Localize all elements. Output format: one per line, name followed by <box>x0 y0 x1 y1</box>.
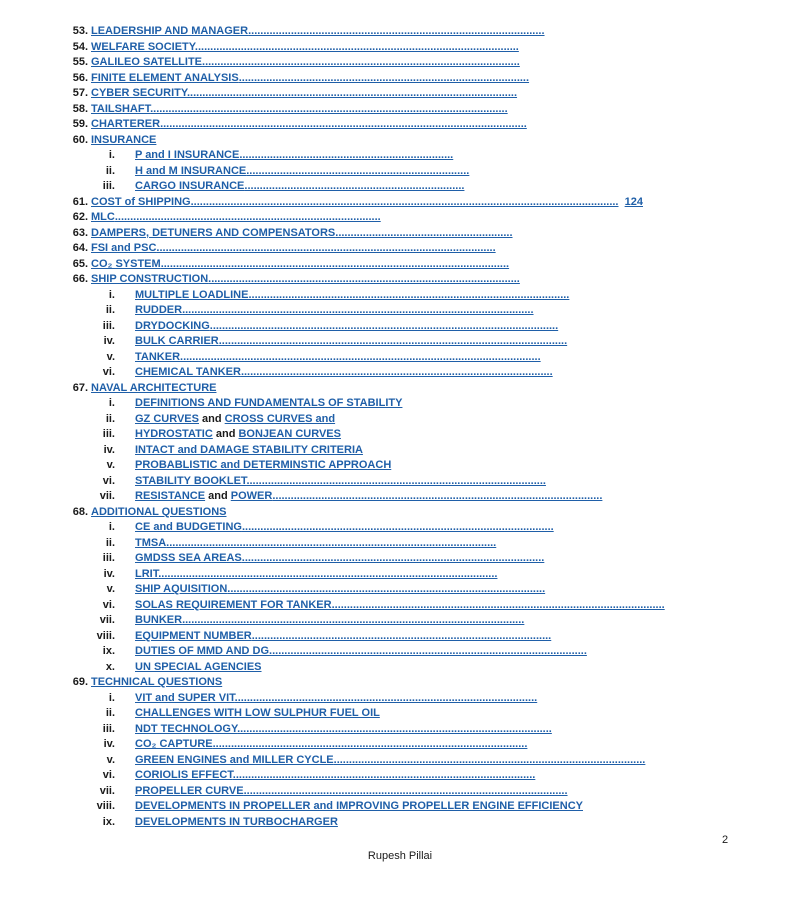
toc-entry <box>0 505 800 521</box>
subentry-title-link[interactable]: CHEMICAL TANKER <box>135 366 241 378</box>
toc-subentry <box>0 660 800 676</box>
subentry-title-group <box>135 458 391 474</box>
subentry-title-group <box>135 536 496 552</box>
footer-author: Rupesh Pillai <box>367 850 433 862</box>
subentry-title-group <box>135 784 568 800</box>
subentry-title-group <box>135 737 527 753</box>
subentry-number: i. <box>108 521 115 533</box>
subentry-title-group <box>135 722 552 738</box>
toc-entry <box>0 133 800 149</box>
toc-entry <box>0 257 800 273</box>
entry-title-link[interactable]: GALILEO SATELLITE <box>91 56 203 68</box>
subentry-number: iv. <box>103 443 115 456</box>
subentry-leader-dots: ......................................................................................................... <box>248 288 570 301</box>
toc-subentry <box>0 598 800 614</box>
entry-title-group <box>91 71 529 87</box>
entry-title-group <box>91 195 643 211</box>
toc-subentry <box>0 582 800 598</box>
table-of-contents <box>0 24 800 830</box>
subentry-title-link[interactable]: CE and BUDGETING <box>135 521 242 533</box>
toc-subentry <box>0 536 800 552</box>
subentry-title-group <box>135 427 341 443</box>
subentry-number: vii. <box>99 490 115 502</box>
subentry-leader-dots: .................................................................................................. <box>251 629 552 642</box>
toc-subentry <box>0 520 800 536</box>
entry-leader-dots: .......................................................... <box>335 226 513 239</box>
subentry-title-group <box>135 551 544 567</box>
toc-subentry <box>0 443 800 459</box>
subentry-title-group <box>135 148 453 164</box>
subentry-title-group <box>135 443 363 459</box>
toc-subentry <box>0 551 800 567</box>
subentry-number: vi. <box>102 474 115 487</box>
toc-entry <box>0 272 800 288</box>
entry-title-group <box>91 226 513 242</box>
subentry-title-link[interactable]: SHIP AQUISITION <box>135 583 228 595</box>
entry-title-group <box>91 102 508 118</box>
subentry-title-link[interactable]: RESISTANCE <box>135 490 206 502</box>
toc-subentry <box>0 427 800 443</box>
subentry-number: ii. <box>105 164 115 177</box>
subentry-number: iv. <box>103 335 115 347</box>
subentry-number: ii. <box>105 707 115 719</box>
subentry-title-link[interactable]: INTACT and DAMAGE STABILITY CRITERIA <box>135 443 363 456</box>
page-number: 2 <box>722 834 729 846</box>
toc-subentry <box>0 319 800 335</box>
entry-leader-dots: ...................................................................................................... <box>208 273 520 285</box>
subentry-title-group <box>135 660 262 676</box>
toc-entry <box>0 226 800 242</box>
subentry-title-group <box>135 644 587 660</box>
toc-subentry <box>0 179 800 195</box>
subentry-title-group <box>135 567 497 583</box>
subentry-number: ix. <box>102 815 115 828</box>
toc-subentry <box>0 303 800 319</box>
subentry-title-link[interactable]: PROBABLISTIC and DETERMINSTIC APPROACH <box>135 459 392 471</box>
subentry-title-link[interactable]: VIT and SUPER VIT <box>135 691 235 704</box>
subentry-title-link[interactable]: TMSA <box>135 536 167 549</box>
subentry-number: i. <box>108 288 115 301</box>
subentry-leader-dots: .......................................................................................................... <box>243 784 568 797</box>
entry-number: 62. <box>72 211 88 223</box>
entry-leader-dots: ............................................................................................... <box>238 71 530 84</box>
subentry-leader-dots: ................................................................................................................... <box>182 304 534 316</box>
entry-number: 59. <box>72 118 88 130</box>
subentry-title-link[interactable]: BONJEAN CURVES <box>238 428 341 440</box>
entry-title-group <box>91 117 527 133</box>
subentry-title-group <box>135 598 665 614</box>
subentry-title-link[interactable]: DEFINITIONS AND FUNDAMENTALS OF STABILITY <box>135 397 403 409</box>
subentry-leader-dots: ...................................................................................................... <box>333 753 646 766</box>
entry-number: 53. <box>72 25 88 37</box>
subentry-number: ix. <box>102 645 115 657</box>
toc-subentry <box>0 799 800 815</box>
entry-number: 68. <box>72 505 88 518</box>
entry-title-link[interactable]: SHIP CONSTRUCTION <box>91 273 209 285</box>
entry-number: 65. <box>72 257 88 270</box>
subentry-title-group <box>135 520 554 536</box>
subentry-title-link[interactable]: DEVELOPMENTS IN TURBOCHARGER <box>135 815 338 828</box>
entry-title-link[interactable]: FSI and PSC <box>91 242 157 254</box>
subentry-number: viii. <box>96 800 115 812</box>
entry-leader-dots: ............................................................................................................... <box>156 242 496 254</box>
toc-subentry <box>0 613 800 629</box>
subentry-title-link[interactable]: TANKER <box>135 350 181 363</box>
subentry-leader-dots: ............................................................................................................ <box>272 490 603 502</box>
subentry-leader-dots: ................................................................................................... <box>241 552 545 564</box>
subentry-title-group <box>135 319 558 335</box>
entry-title-link[interactable]: DAMPERS, DETUNERS AND COMPENSATORS <box>91 226 336 239</box>
entry-title-link[interactable]: COST of SHIPPING <box>91 195 191 208</box>
toc-subentry <box>0 567 800 583</box>
entry-number: 54. <box>72 40 88 53</box>
toc-subentry <box>0 768 800 784</box>
entry-leader-dots: .......................................................................................................... <box>194 40 519 53</box>
entry-leader-dots: ..................................................................................................................... <box>150 102 508 115</box>
toc-entry <box>0 117 800 133</box>
subentry-title-link[interactable]: CORIOLIS EFFECT <box>135 769 233 781</box>
subentry-number: i. <box>108 397 115 409</box>
toc-subentry <box>0 474 800 490</box>
toc-entry <box>0 40 800 56</box>
entry-title-group <box>91 55 520 71</box>
subentry-leader-dots: ...................................................................................................................... <box>180 350 541 363</box>
toc-subentry <box>0 365 800 381</box>
subentry-number: vii. <box>99 784 115 797</box>
entry-title-group <box>91 381 216 397</box>
subentry-leader-dots: ......................................................................... <box>246 164 470 177</box>
entry-title-group <box>91 40 519 56</box>
subentry-title-link[interactable]: DRYDOCKING <box>135 319 210 332</box>
entry-title-link[interactable]: LEADERSHIP AND MANAGER <box>91 25 249 37</box>
entry-title-link[interactable]: TECHNICAL QUESTIONS <box>91 676 223 688</box>
entry-title-link[interactable]: FINITE ELEMENT ANALYSIS <box>91 71 239 84</box>
toc-subentry <box>0 722 800 738</box>
entry-number: 66. <box>72 273 88 285</box>
subentry-number: i. <box>108 149 115 161</box>
subentry-title-link[interactable]: MULTIPLE LOADLINE <box>135 288 249 301</box>
entry-number: 55. <box>72 56 88 68</box>
subentry-leader-dots: ........................................................................................................ <box>227 583 546 595</box>
entry-number: 61. <box>72 195 88 208</box>
toc-subentry <box>0 706 800 722</box>
subentry-title-link[interactable]: SOLAS REQUIREMENT FOR TANKER <box>135 598 332 611</box>
subentry-number: v. <box>106 583 115 595</box>
subentry-title-link[interactable]: GREEN ENGINES and MILLER CYCLE <box>135 753 334 766</box>
subentry-number: ii. <box>105 536 115 549</box>
toc-entry <box>0 381 800 397</box>
toc-subentry <box>0 737 800 753</box>
subentry-number: x. <box>105 660 115 673</box>
subentry-connector: and <box>198 412 225 425</box>
entry-leader-dots: ............................................................................................................ <box>186 87 518 99</box>
entry-number: 63. <box>72 226 88 239</box>
subentry-title-link[interactable]: POWER <box>230 490 273 502</box>
entry-title-group <box>91 241 496 257</box>
subentry-title-group <box>135 164 469 180</box>
subentry-title-group <box>135 691 537 707</box>
subentry-title-link[interactable]: PROPELLER CURVE <box>135 784 244 797</box>
entry-leader-dots: ....................................................................................... <box>114 211 381 223</box>
subentry-title-group <box>135 179 464 195</box>
subentry-title-group <box>135 489 602 505</box>
entry-number: 56. <box>72 71 88 84</box>
subentry-leader-dots: ....................................................................................................... <box>237 722 552 735</box>
subentry-number: iv. <box>103 738 115 750</box>
subentry-number: vii. <box>99 614 115 626</box>
toc-subentry <box>0 458 800 474</box>
subentry-title-group <box>135 412 335 428</box>
entry-leader-dots: ................................................................................................. <box>248 25 545 37</box>
toc-entry <box>0 24 800 40</box>
entry-leader-dots: .................................................................................................................. <box>160 257 510 270</box>
subentry-title-link[interactable]: P and I INSURANCE <box>135 149 240 161</box>
subentry-number: ii. <box>105 304 115 316</box>
subentry-number: ii. <box>105 412 115 425</box>
entry-title-group <box>91 505 226 521</box>
toc-subentry <box>0 412 800 428</box>
subentry-leader-dots: ................................................................................................... <box>232 769 536 781</box>
entry-page-number[interactable]: 124 <box>624 195 643 208</box>
entry-title-link[interactable]: INSURANCE <box>91 133 157 146</box>
subentry-number: iii. <box>102 428 115 440</box>
subentry-title-group <box>135 365 553 381</box>
entry-title-group <box>91 133 156 149</box>
subentry-leader-dots: ................................................................................................... <box>234 691 538 704</box>
entry-number: 58. <box>72 102 88 115</box>
entry-number: 57. <box>72 87 88 99</box>
subentry-leader-dots: ................................................................................................................ <box>182 614 525 626</box>
toc-subentry <box>0 148 800 164</box>
subentry-number: i. <box>108 691 115 704</box>
subentry-leader-dots: ...................................................................... <box>239 149 454 161</box>
subentry-title-link[interactable]: STABILITY BOOKLET <box>135 474 247 487</box>
toc-subentry <box>0 629 800 645</box>
entry-title-link[interactable]: WELFARE SOCIETY <box>91 40 195 53</box>
subentry-title-group <box>135 815 338 831</box>
subentry-title-link[interactable]: DUTIES OF MMD AND DG <box>135 645 270 657</box>
toc-entry <box>0 675 800 691</box>
subentry-title-link[interactable]: UN SPECIAL AGENCIES <box>135 660 262 673</box>
toc-entry <box>0 241 800 257</box>
subentry-title-link[interactable]: BUNKER <box>135 614 183 626</box>
toc-subentry <box>0 691 800 707</box>
entry-title-link[interactable]: TAILSHAFT <box>91 102 151 115</box>
subentry-leader-dots: ...................................................................................................... <box>241 521 554 533</box>
subentry-title-group <box>135 629 551 645</box>
subentry-title-group <box>135 706 380 722</box>
subentry-number: iii. <box>102 722 115 735</box>
toc-subentry <box>0 644 800 660</box>
entry-number: 67. <box>72 381 88 394</box>
subentry-title-link[interactable]: GMDSS SEA AREAS <box>135 552 242 564</box>
subentry-leader-dots: ............................................................................................................... <box>158 567 498 580</box>
toc-entry <box>0 55 800 71</box>
toc-subentry <box>0 334 800 350</box>
toc-subentry <box>0 489 800 505</box>
subentry-number: vi. <box>102 769 115 781</box>
entry-leader-dots: ........................................................................................................ <box>202 56 520 68</box>
entry-number: 60. <box>72 133 88 146</box>
subentry-title-group <box>135 334 567 350</box>
entry-title-link[interactable]: MLC <box>91 211 115 223</box>
subentry-number: v. <box>106 753 115 766</box>
entry-title-link[interactable]: ADDITIONAL QUESTIONS <box>91 505 227 518</box>
subentry-title-group <box>135 582 545 598</box>
subentry-title-group <box>135 768 535 784</box>
entry-title-group <box>91 675 222 691</box>
toc-entry <box>0 102 800 118</box>
subentry-number: viii. <box>96 629 115 642</box>
subentry-title-group <box>135 799 583 815</box>
subentry-leader-dots: ............................................................................................................. <box>331 598 665 611</box>
subentry-title-link[interactable]: CROSS CURVES and <box>224 412 336 425</box>
subentry-title-link[interactable]: DEVELOPMENTS IN PROPELLER and IMPROVING PROPELLER ENGINE EFFICIENCY <box>135 800 583 812</box>
entry-title-link[interactable]: CHARTERER <box>91 118 161 130</box>
subentry-title-link[interactable]: HYDROSTATIC <box>135 428 213 440</box>
subentry-title-link[interactable]: CARGO INSURANCE <box>135 180 245 192</box>
entry-title-link[interactable]: CO₂ SYSTEM <box>91 257 161 270</box>
subentry-leader-dots: ........................................................................ <box>244 180 465 192</box>
subentry-leader-dots: ....................................................................................................... <box>212 738 528 750</box>
toc-subentry <box>0 784 800 800</box>
subentry-title-link[interactable]: BULK CARRIER <box>135 335 219 347</box>
subentry-leader-dots: .................................................................................................................. <box>209 319 559 332</box>
toc-subentry <box>0 350 800 366</box>
entry-title-group <box>91 272 520 288</box>
subentry-title-link[interactable]: H and M INSURANCE <box>135 164 247 177</box>
subentry-title-link[interactable]: LRIT <box>135 567 159 580</box>
entry-title-group <box>91 257 509 273</box>
subentry-leader-dots: .................................................................................................. <box>246 474 546 487</box>
entry-leader-dots: ........................................................................................................................ <box>160 118 527 130</box>
subentry-number: vi. <box>102 598 115 611</box>
subentry-leader-dots: ............................................................................................................ <box>166 536 497 549</box>
subentry-number: iii. <box>102 319 115 332</box>
subentry-title-link[interactable]: NDT TECHNOLOGY <box>135 722 238 735</box>
entry-title-link[interactable]: NAVAL ARCHITECTURE <box>91 381 217 394</box>
subentry-number: iii. <box>102 552 115 564</box>
toc-subentry <box>0 815 800 831</box>
subentry-connector: and <box>205 490 231 502</box>
subentry-number: v. <box>106 459 115 471</box>
toc-entry <box>0 195 800 211</box>
toc-subentry <box>0 164 800 180</box>
subentry-title-group <box>135 303 534 319</box>
subentry-number: vi. <box>102 366 115 378</box>
subentry-number: v. <box>106 350 115 363</box>
subentry-title-link[interactable]: EQUIPMENT NUMBER <box>135 629 252 642</box>
subentry-title-group <box>135 753 645 769</box>
subentry-title-link[interactable]: CHALLENGES WITH LOW SULPHUR FUEL OIL <box>135 707 380 719</box>
toc-entry <box>0 210 800 226</box>
subentry-connector: and <box>212 428 239 440</box>
toc-subentry <box>0 753 800 769</box>
subentry-title-group <box>135 613 524 629</box>
entry-number: 64. <box>72 242 88 254</box>
subentry-title-link[interactable]: GZ CURVES <box>135 412 199 425</box>
subentry-leader-dots: ........................................................................................................ <box>269 645 587 657</box>
subentry-title-link[interactable]: RUDDER <box>135 304 183 316</box>
entry-title-group <box>91 86 517 102</box>
subentry-title-group <box>135 396 402 412</box>
entry-title-link[interactable]: CYBER SECURITY <box>91 87 187 99</box>
toc-entry <box>0 71 800 87</box>
subentry-title-group <box>135 288 569 304</box>
toc-entry <box>0 86 800 102</box>
entry-leader-dots: ............................................................................................................................................ <box>190 195 619 208</box>
toc-subentry <box>0 396 800 412</box>
toc-subentry <box>0 288 800 304</box>
subentry-leader-dots: .................................................................................................................. <box>218 335 568 347</box>
subentry-number: iii. <box>102 180 115 192</box>
entry-number: 69. <box>72 676 88 688</box>
subentry-title-group <box>135 350 541 366</box>
subentry-leader-dots: ...................................................................................................... <box>240 366 553 378</box>
entry-title-group <box>91 210 381 226</box>
subentry-number: iv. <box>103 567 115 580</box>
entry-title-group <box>91 24 545 40</box>
subentry-title-link[interactable]: CO₂ CAPTURE <box>135 738 213 750</box>
subentry-title-group <box>135 474 546 490</box>
